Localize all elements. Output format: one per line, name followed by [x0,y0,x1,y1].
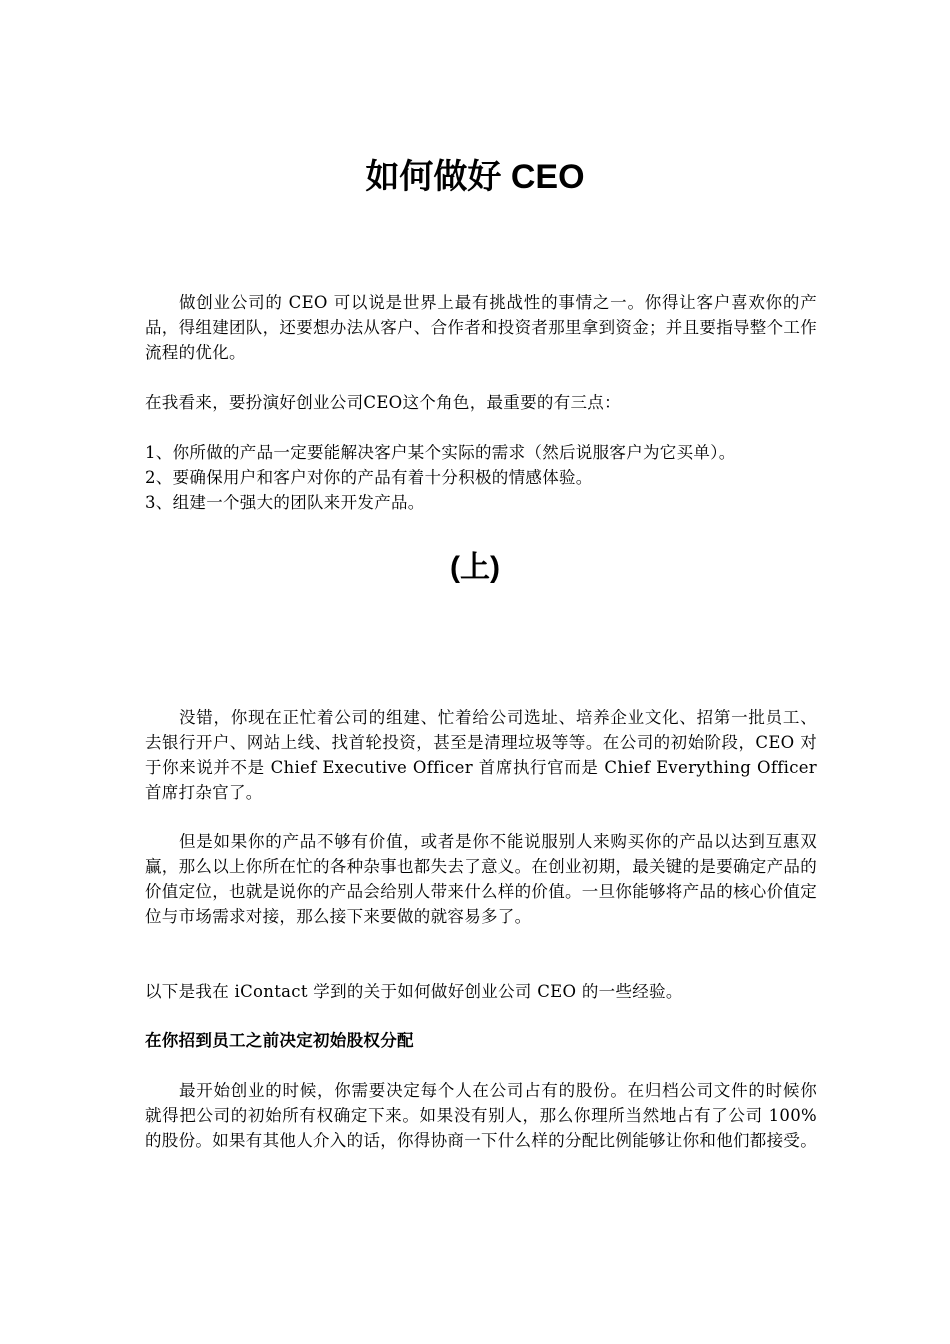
list-item: 3、组建一个强大的团队来开发产品。 [145,493,425,512]
key-points-list [145,440,845,515]
closing-paragraph: 最开始创业的时候，你需要决定每个人在公司占有的股份。在归档公司文件的时候你就得把公司的初始所有权确定下来。如果没有别人，那么你理所当然地占有了公司 100% 的股份。如果有其他人介入的话，你得协商一下什么样的分配比例能够让你和他们都接受。 [145,1081,817,1150]
subheading: 在你招到员工之前决定初始股权分配 [145,1031,414,1050]
intro-paragraph: 做创业公司的 CEO 可以说是世界上最有挑战性的事情之一。你得让客户喜欢你的产品，得组建团队，还要想办法从客户、合作者和投资者那里拿到资金；并且要指导整个工作流程的优化。 [145,293,817,362]
document-title: 如何做好 CEO [365,158,585,196]
body-paragraph: 以下是我在 iContact 学到的关于如何做好创业公司 CEO 的一些经验。 [145,982,683,1001]
list-item: 1、你所做的产品一定要能解决客户某个实际的需求（然后说服客户为它买单）。 [145,443,736,462]
section-title: (上) [450,551,500,584]
body-paragraph: 没错，你现在正忙着公司的组建、忙着给公司选址、培养企业文化、招第一批员工、去银行开户、网站上线、找首轮投资，甚至是清理垃圾等等。在公司的初始阶段，CEO 对于你来说并不是 Chief Executive Officer 首席执行官而是 Chief Everything Officer 首席打杂官了。 [145,708,817,802]
lead-in-text: 在我看来，要扮演好创业公司CEO这个角色，最重要的有三点： [145,393,621,412]
body-paragraph: 但是如果你的产品不够有价值，或者是你不能说服别人来购买你的产品以达到互惠双赢，那么以上你所在忙的各种杂事也都失去了意义。在创业初期，最关键的是要确定产品的价值定位，也就是说你的产品会给别人带来什么样的价值。一旦你能够将产品的核心价值定位与市场需求对接，那么接下来要做的就容易多了。 [145,832,817,926]
list-item: 2、要确保用户和客户对你的产品有着十分积极的情感体验。 [145,468,593,487]
